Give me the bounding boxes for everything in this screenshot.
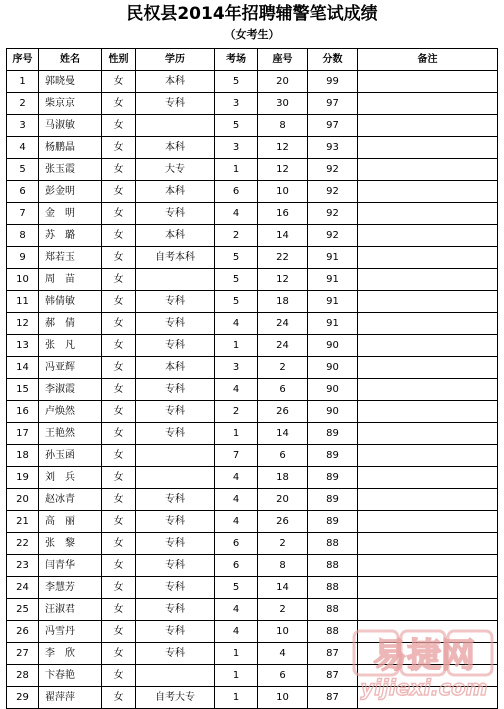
header-note: 备注 — [358, 49, 498, 71]
cell-name: 韩倩敏 — [39, 291, 102, 313]
cell-no: 17 — [7, 423, 39, 445]
header-no: 序号 — [7, 49, 39, 71]
cell-no: 5 — [7, 159, 39, 181]
table-row — [7, 313, 498, 335]
cell-note — [358, 423, 498, 445]
cell-name: 刘 兵 — [39, 467, 102, 489]
table-row — [7, 533, 498, 555]
cell-education: 本科 — [136, 181, 215, 203]
cell-score: 99 — [308, 71, 358, 93]
cell-score: 88 — [308, 599, 358, 621]
cell-education: 本科 — [136, 71, 215, 93]
cell-gender: 女 — [102, 203, 136, 225]
cell-exam-room: 2 — [215, 401, 258, 423]
table-row — [7, 115, 498, 137]
header-score: 分数 — [308, 49, 358, 71]
cell-note — [358, 357, 498, 379]
cell-education: 专科 — [136, 577, 215, 599]
cell-gender: 女 — [102, 291, 136, 313]
cell-no: 19 — [7, 467, 39, 489]
cell-exam-room: 4 — [215, 467, 258, 489]
cell-name: 汪淑君 — [39, 599, 102, 621]
cell-score: 91 — [308, 291, 358, 313]
table-row — [7, 137, 498, 159]
cell-no: 6 — [7, 181, 39, 203]
cell-education — [136, 665, 215, 687]
cell-score: 90 — [308, 379, 358, 401]
cell-score: 93 — [308, 137, 358, 159]
cell-note — [358, 247, 498, 269]
cell-note — [358, 401, 498, 423]
cell-seat: 6 — [258, 379, 308, 401]
cell-name: 卞春艳 — [39, 665, 102, 687]
cell-name: 孙玉函 — [39, 445, 102, 467]
cell-score: 89 — [308, 445, 358, 467]
table-row — [7, 93, 498, 115]
cell-no: 8 — [7, 225, 39, 247]
cell-exam-room: 5 — [215, 577, 258, 599]
cell-name: 冯雪丹 — [39, 621, 102, 643]
cell-exam-room: 4 — [215, 379, 258, 401]
cell-name: 郑若玉 — [39, 247, 102, 269]
cell-note — [358, 313, 498, 335]
cell-education: 专科 — [136, 621, 215, 643]
table-row — [7, 555, 498, 577]
cell-note — [358, 115, 498, 137]
cell-score: 88 — [308, 555, 358, 577]
cell-seat: 26 — [258, 401, 308, 423]
cell-score: 92 — [308, 203, 358, 225]
table-row — [7, 71, 498, 93]
header-seat: 座号 — [258, 49, 308, 71]
table-row — [7, 621, 498, 643]
cell-exam-room: 6 — [215, 181, 258, 203]
cell-education: 专科 — [136, 379, 215, 401]
cell-seat: 4 — [258, 643, 308, 665]
cell-note — [358, 599, 498, 621]
cell-score: 88 — [308, 533, 358, 555]
cell-seat: 30 — [258, 93, 308, 115]
cell-exam-room: 5 — [215, 247, 258, 269]
cell-note — [358, 225, 498, 247]
cell-score: 92 — [308, 159, 358, 181]
cell-gender: 女 — [102, 247, 136, 269]
cell-education: 自考大专 — [136, 687, 215, 709]
cell-score: 91 — [308, 269, 358, 291]
cell-seat: 24 — [258, 335, 308, 357]
cell-note — [358, 291, 498, 313]
cell-seat: 16 — [258, 203, 308, 225]
cell-exam-room: 1 — [215, 665, 258, 687]
cell-gender: 女 — [102, 401, 136, 423]
header-exam-room: 考场 — [215, 49, 258, 71]
cell-note — [358, 489, 498, 511]
cell-exam-room: 4 — [215, 203, 258, 225]
cell-note — [358, 511, 498, 533]
cell-name: 马淑敏 — [39, 115, 102, 137]
cell-gender: 女 — [102, 643, 136, 665]
cell-exam-room: 3 — [215, 357, 258, 379]
cell-education: 专科 — [136, 599, 215, 621]
cell-exam-room: 5 — [215, 269, 258, 291]
cell-gender: 女 — [102, 93, 136, 115]
cell-note — [358, 555, 498, 577]
cell-name: 王艳然 — [39, 423, 102, 445]
cell-exam-room: 7 — [215, 445, 258, 467]
cell-gender: 女 — [102, 533, 136, 555]
cell-gender: 女 — [102, 445, 136, 467]
cell-seat: 12 — [258, 159, 308, 181]
cell-no: 20 — [7, 489, 39, 511]
cell-exam-room: 3 — [215, 137, 258, 159]
cell-education: 本科 — [136, 357, 215, 379]
table-row — [7, 643, 498, 665]
cell-name: 闫青华 — [39, 555, 102, 577]
cell-seat: 14 — [258, 225, 308, 247]
cell-name: 周 苗 — [39, 269, 102, 291]
cell-gender: 女 — [102, 71, 136, 93]
cell-seat: 14 — [258, 577, 308, 599]
cell-note — [358, 687, 498, 709]
cell-gender: 女 — [102, 335, 136, 357]
cell-seat: 8 — [258, 115, 308, 137]
table-row — [7, 203, 498, 225]
cell-score: 87 — [308, 643, 358, 665]
cell-seat: 8 — [258, 555, 308, 577]
cell-education: 大专 — [136, 159, 215, 181]
cell-gender: 女 — [102, 423, 136, 445]
table-row — [7, 291, 498, 313]
cell-note — [358, 379, 498, 401]
cell-gender: 女 — [102, 665, 136, 687]
cell-seat: 18 — [258, 291, 308, 313]
cell-gender: 女 — [102, 313, 136, 335]
cell-score: 90 — [308, 401, 358, 423]
cell-seat: 10 — [258, 687, 308, 709]
cell-name: 张 黎 — [39, 533, 102, 555]
cell-no: 11 — [7, 291, 39, 313]
cell-exam-room: 1 — [215, 643, 258, 665]
cell-no: 15 — [7, 379, 39, 401]
cell-no: 16 — [7, 401, 39, 423]
cell-seat: 20 — [258, 489, 308, 511]
header-gender: 性别 — [102, 49, 136, 71]
cell-score: 88 — [308, 577, 358, 599]
cell-no: 4 — [7, 137, 39, 159]
cell-education: 专科 — [136, 489, 215, 511]
table-row — [7, 577, 498, 599]
cell-education — [136, 467, 215, 489]
cell-note — [358, 203, 498, 225]
cell-no: 2 — [7, 93, 39, 115]
table-row — [7, 423, 498, 445]
cell-education: 本科 — [136, 137, 215, 159]
cell-name: 李慧芳 — [39, 577, 102, 599]
cell-gender: 女 — [102, 555, 136, 577]
cell-note — [358, 93, 498, 115]
cell-no: 10 — [7, 269, 39, 291]
cell-gender: 女 — [102, 687, 136, 709]
cell-no: 1 — [7, 71, 39, 93]
cell-score: 97 — [308, 115, 358, 137]
table-row — [7, 687, 498, 709]
cell-no: 26 — [7, 621, 39, 643]
page-subtitle: （女考生） — [224, 28, 280, 41]
cell-gender: 女 — [102, 357, 136, 379]
cell-name: 李淑霞 — [39, 379, 102, 401]
cell-seat: 6 — [258, 445, 308, 467]
table-row — [7, 181, 498, 203]
cell-gender: 女 — [102, 621, 136, 643]
cell-no: 24 — [7, 577, 39, 599]
header-education: 学历 — [136, 49, 215, 71]
cell-note — [358, 643, 498, 665]
cell-note — [358, 71, 498, 93]
cell-no: 14 — [7, 357, 39, 379]
cell-score: 88 — [308, 621, 358, 643]
cell-note — [358, 159, 498, 181]
cell-no: 29 — [7, 687, 39, 709]
cell-education: 专科 — [136, 643, 215, 665]
cell-name: 杨鹏晶 — [39, 137, 102, 159]
cell-score: 87 — [308, 687, 358, 709]
cell-seat: 2 — [258, 599, 308, 621]
cell-seat: 2 — [258, 533, 308, 555]
cell-education: 专科 — [136, 511, 215, 533]
cell-score: 90 — [308, 335, 358, 357]
cell-education: 专科 — [136, 555, 215, 577]
table-row — [7, 335, 498, 357]
cell-seat: 22 — [258, 247, 308, 269]
cell-no: 25 — [7, 599, 39, 621]
cell-name: 郝 倩 — [39, 313, 102, 335]
cell-education: 专科 — [136, 291, 215, 313]
cell-gender: 女 — [102, 225, 136, 247]
cell-seat: 10 — [258, 621, 308, 643]
cell-exam-room: 3 — [215, 93, 258, 115]
cell-score: 89 — [308, 489, 358, 511]
cell-name: 高 丽 — [39, 511, 102, 533]
cell-score: 90 — [308, 357, 358, 379]
cell-seat: 12 — [258, 269, 308, 291]
cell-note — [358, 533, 498, 555]
watermark-domain: yijiexi.com — [360, 676, 488, 700]
cell-name: 冯亚辉 — [39, 357, 102, 379]
page-title: 民权县2014年招聘辅警笔试成绩 — [126, 4, 378, 24]
cell-education: 专科 — [136, 313, 215, 335]
cell-score: 89 — [308, 511, 358, 533]
cell-exam-room: 6 — [215, 533, 258, 555]
cell-education: 专科 — [136, 423, 215, 445]
cell-exam-room: 1 — [215, 335, 258, 357]
header-name: 姓名 — [39, 49, 102, 71]
table-header-row — [7, 49, 498, 71]
cell-gender: 女 — [102, 159, 136, 181]
cell-exam-room: 5 — [215, 71, 258, 93]
cell-gender: 女 — [102, 599, 136, 621]
cell-name: 李 欣 — [39, 643, 102, 665]
cell-gender: 女 — [102, 379, 136, 401]
cell-exam-room: 1 — [215, 687, 258, 709]
cell-note — [358, 577, 498, 599]
table-row — [7, 665, 498, 687]
watermark-brand: 易捷网 — [373, 636, 475, 676]
cell-gender: 女 — [102, 511, 136, 533]
cell-no: 9 — [7, 247, 39, 269]
cell-note — [358, 445, 498, 467]
cell-education: 自考本科 — [136, 247, 215, 269]
table-row — [7, 247, 498, 269]
table-row — [7, 357, 498, 379]
cell-score: 89 — [308, 467, 358, 489]
table-row — [7, 159, 498, 181]
cell-seat: 26 — [258, 511, 308, 533]
cell-no: 21 — [7, 511, 39, 533]
cell-gender: 女 — [102, 137, 136, 159]
cell-name: 张 凡 — [39, 335, 102, 357]
cell-score: 89 — [308, 423, 358, 445]
cell-no: 18 — [7, 445, 39, 467]
cell-seat: 6 — [258, 665, 308, 687]
cell-seat: 24 — [258, 313, 308, 335]
cell-score: 91 — [308, 313, 358, 335]
cell-name: 赵冰青 — [39, 489, 102, 511]
cell-note — [358, 665, 498, 687]
cell-exam-room: 4 — [215, 621, 258, 643]
cell-seat: 18 — [258, 467, 308, 489]
cell-note — [358, 269, 498, 291]
cell-name: 彭金明 — [39, 181, 102, 203]
cell-no: 28 — [7, 665, 39, 687]
cell-gender: 女 — [102, 181, 136, 203]
cell-no: 13 — [7, 335, 39, 357]
cell-exam-room: 5 — [215, 291, 258, 313]
table-row — [7, 599, 498, 621]
cell-seat: 10 — [258, 181, 308, 203]
table-row — [7, 225, 498, 247]
cell-exam-room: 4 — [215, 313, 258, 335]
table-row — [7, 467, 498, 489]
cell-gender: 女 — [102, 269, 136, 291]
cell-name: 卢焕然 — [39, 401, 102, 423]
table-row — [7, 445, 498, 467]
cell-note — [358, 335, 498, 357]
cell-name: 柴京京 — [39, 93, 102, 115]
cell-no: 27 — [7, 643, 39, 665]
cell-education — [136, 269, 215, 291]
cell-name: 金 明 — [39, 203, 102, 225]
cell-exam-room: 4 — [215, 599, 258, 621]
cell-gender: 女 — [102, 467, 136, 489]
cell-seat: 14 — [258, 423, 308, 445]
table-row — [7, 269, 498, 291]
cell-gender: 女 — [102, 115, 136, 137]
cell-exam-room: 1 — [215, 423, 258, 445]
cell-name: 张玉霞 — [39, 159, 102, 181]
cell-exam-room: 4 — [215, 511, 258, 533]
cell-exam-room: 2 — [215, 225, 258, 247]
score-table — [6, 48, 498, 709]
cell-no: 23 — [7, 555, 39, 577]
cell-education — [136, 445, 215, 467]
cell-exam-room: 1 — [215, 159, 258, 181]
cell-name: 郭晓曼 — [39, 71, 102, 93]
cell-no: 22 — [7, 533, 39, 555]
cell-education — [136, 115, 215, 137]
cell-score: 92 — [308, 225, 358, 247]
cell-exam-room: 5 — [215, 115, 258, 137]
cell-exam-room: 4 — [215, 489, 258, 511]
cell-education: 专科 — [136, 533, 215, 555]
cell-education: 专科 — [136, 93, 215, 115]
cell-name: 翟萍萍 — [39, 687, 102, 709]
cell-no: 12 — [7, 313, 39, 335]
cell-education: 本科 — [136, 225, 215, 247]
cell-score: 87 — [308, 665, 358, 687]
cell-note — [358, 181, 498, 203]
table-row — [7, 511, 498, 533]
table-row — [7, 401, 498, 423]
cell-seat: 12 — [258, 137, 308, 159]
cell-note — [358, 467, 498, 489]
cell-name: 苏 璐 — [39, 225, 102, 247]
cell-no: 7 — [7, 203, 39, 225]
cell-no: 3 — [7, 115, 39, 137]
cell-score: 92 — [308, 181, 358, 203]
table-row — [7, 379, 498, 401]
cell-score: 91 — [308, 247, 358, 269]
cell-gender: 女 — [102, 489, 136, 511]
cell-education: 专科 — [136, 401, 215, 423]
cell-seat: 20 — [258, 71, 308, 93]
cell-score: 97 — [308, 93, 358, 115]
cell-gender: 女 — [102, 577, 136, 599]
cell-exam-room: 6 — [215, 555, 258, 577]
cell-education: 专科 — [136, 335, 215, 357]
cell-note — [358, 137, 498, 159]
cell-note — [358, 621, 498, 643]
table-row — [7, 489, 498, 511]
cell-education: 专科 — [136, 203, 215, 225]
cell-seat: 2 — [258, 357, 308, 379]
